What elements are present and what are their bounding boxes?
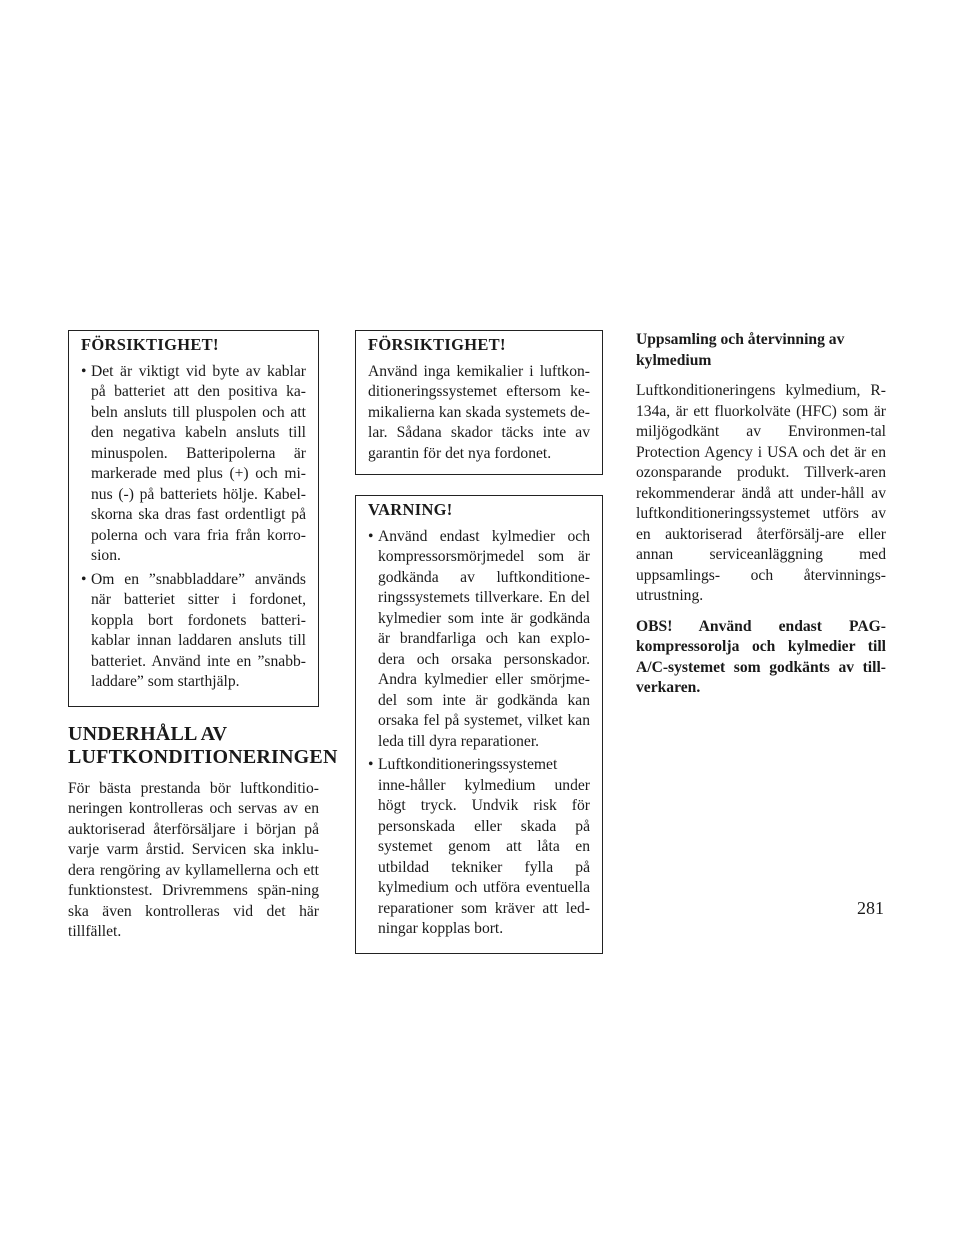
warning-title: VARNING! [368,500,453,519]
caution-text: Använd inga kemikalier i luftkon-ditioneringssystemet eftersom ke-mikalierna kan skada systemets de-lar. Sådana skador täcks inte av garantin för det nya fordonet. [368,362,590,462]
maintenance-paragraph: För bästa prestanda bör luftkonditio-neringen kontrolleras och servas av en auktoriserad återförsäljare i början på varje varm årstid. Servicen ska inklu-dera rengöring av kyllamellerna och ett funktionstest. Drivremmens spän-ning ska även kontrolleras vid det här tillfället. [68,779,319,940]
column-middle [355,330,603,954]
section-heading [68,722,338,769]
warning-box-refrigerant [355,495,603,954]
caution-bullet-item [81,570,306,693]
refrigerant-paragraph: Luftkonditioneringens kylmedium, R-134a, är ett fluorkolväte (HFC) som är miljögodkänt av Environmen-tal Protection Agency i USA och det är en ozonsparande produkt. Tillverk-aren rekommenderar ändå att under-håll av luftkonditioneringssystemet utförs av en auktoriserad återförsälj-are eller annan serviceanläggning med uppsamlings- och återvinnings-utrustning. [636,382,886,604]
caution-bullet-item [81,362,306,567]
warning-bullet-list [368,527,590,940]
column-right [636,330,886,709]
warning-bullet-item [368,755,590,940]
warning-bullet-item [368,527,590,753]
note-paragraph: OBS! Använd endast PAG-kompressorolja och kylmedier till A/C-systemet som godkänts av till-verkaren. [636,617,886,696]
page-number: 281 [857,898,884,918]
warning-bullet-text: Använd endast kylmedier och kompressorsmörjmedel som är godkända av luftkonditione-ringssystemets tillverkare. En del kylmedier som inte är godkända är brandfarliga och kan explo-dera och orsaka personskador. Andra kylmedier eller smörjme-del som inte är godkända kan orsaka fel på systemet, vilket kan leda till dyra reparationer. [378,527,590,750]
caution-bullet-list [81,362,306,693]
spacer [355,475,603,495]
subsection-heading: Uppsamling och återvinning av kylmedium [636,331,845,369]
bullet-icon: • [368,527,374,545]
bullet-icon: • [81,570,87,588]
caution-title: FÖRSIKTIGHET! [81,335,219,354]
caution-bullet-text: Det är viktigt vid byte av kablar på batteriet att den positiva ka-beln ansluts till pluspolen och att den negativa kabeln ansluts till minuspolen. Batteripolerna är markerade med plus (+) och mi-nus (-) på batteriets hölje. Kabel-skorna ska dras fast ordentligt på polerna och vara fria från korro-sion. [91,362,306,564]
caution-title: FÖRSIKTIGHET! [368,335,506,354]
warning-bullet-text: Luftkonditioneringssystemet inne-håller kylmedium under högt tryck. Undvik risk för personskada eller skada på systemet genom att låta en utbildad tekniker fylla på kylmedium och utföra eventuella reparationer som kräver att led-ningar kopplas bort. [378,756,590,937]
column-left [68,330,338,943]
caution-box-battery [68,330,319,707]
bullet-icon: • [368,756,374,773]
caution-box-chemicals [355,330,603,475]
caution-bullet-text: Om en ”snabbladdare” används när batteriet sitter i fordonet, koppla bort fordonets batteri-kablar innan laddaren ansluts till batteriet. Använd inte en ”snabb-laddare” som starthjälp. [91,570,306,690]
bullet-icon: • [81,362,87,380]
section-heading-line2: LUFTKONDITIONERINGEN [68,745,338,768]
section-heading-line1: UNDERHÅLL AV [68,722,228,745]
